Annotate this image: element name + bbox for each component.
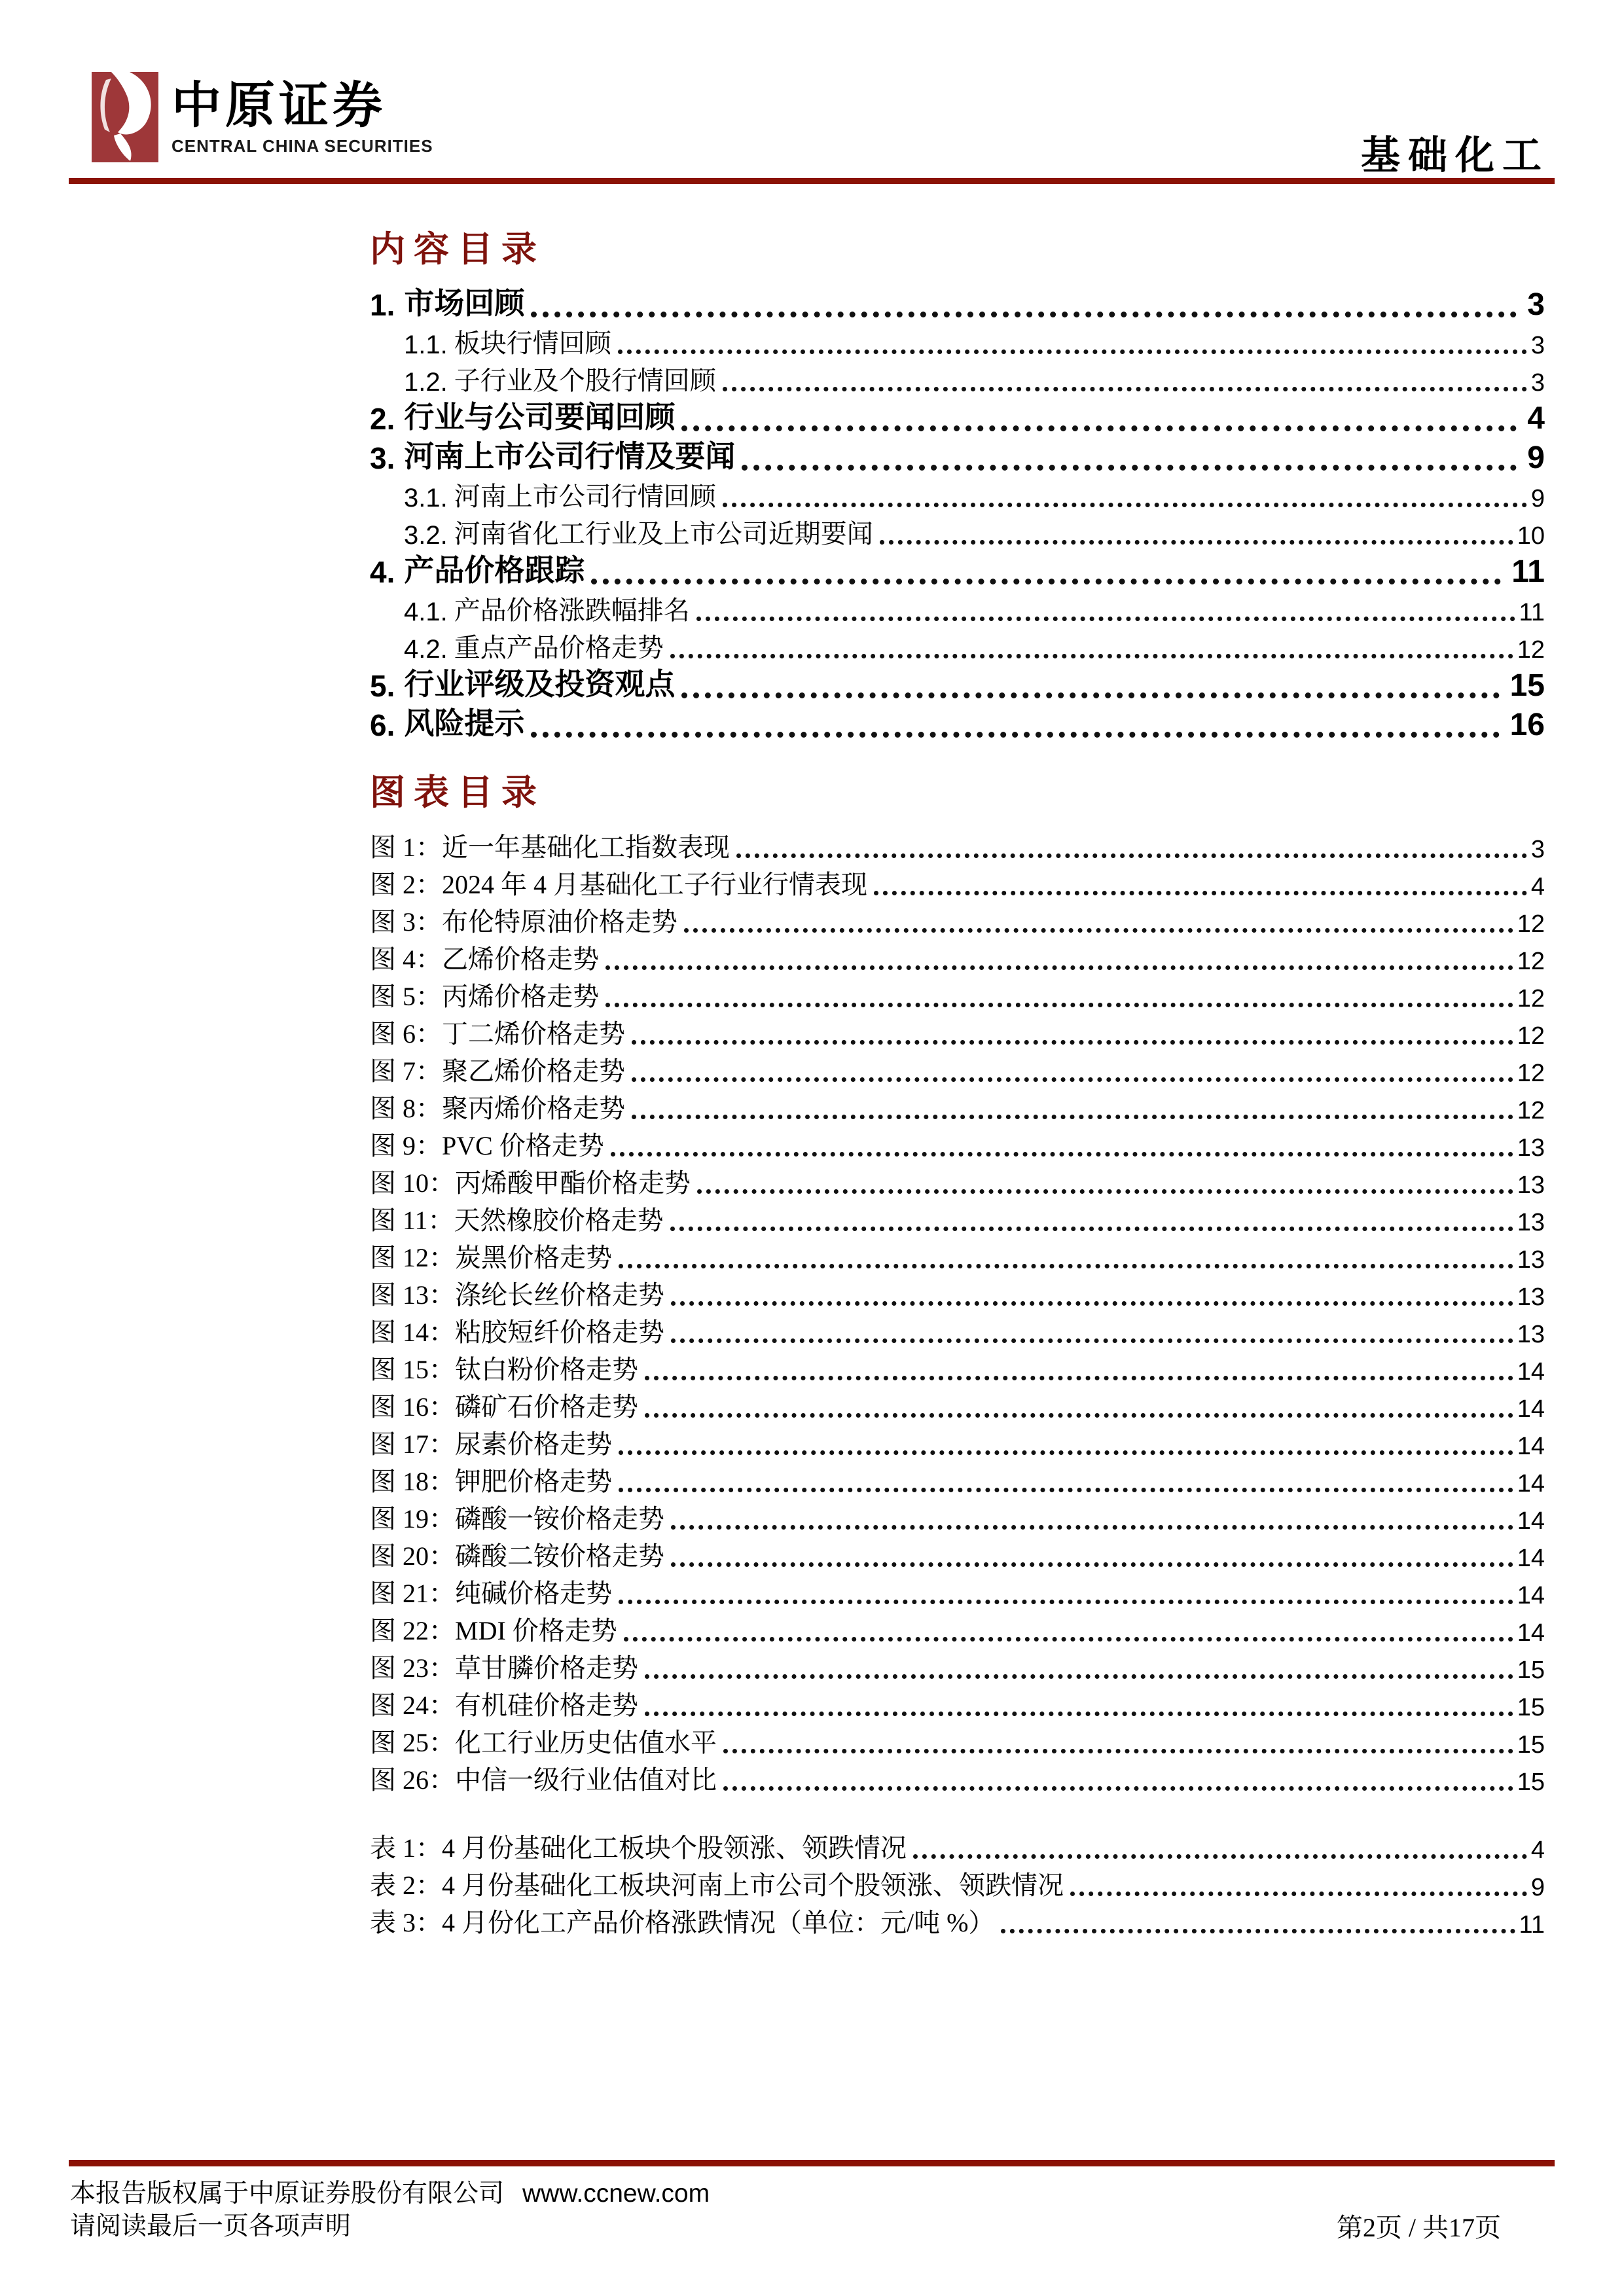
figure-row bbox=[370, 1722, 1545, 1759]
figure-entry-label: 图 26：中信一级行业估值对比 bbox=[370, 1765, 717, 1795]
leader-dots bbox=[611, 1152, 1513, 1157]
figure-entry-page: 12 bbox=[1517, 984, 1545, 1013]
footer-divider bbox=[69, 2160, 1555, 2166]
leader-dots bbox=[913, 1854, 1527, 1859]
leader-dots bbox=[723, 1786, 1513, 1791]
figure-entry-page: 14 bbox=[1517, 1395, 1545, 1423]
logo-company-name-en: CENTRAL CHINA SECURITIES bbox=[171, 136, 433, 156]
figure-entry-page: 14 bbox=[1517, 1432, 1545, 1460]
toc-entry-label: 板块行情回顾 bbox=[454, 328, 611, 358]
toc-entry-page: 4 bbox=[1527, 401, 1545, 436]
toc-row bbox=[370, 664, 1545, 704]
logo-mark-icon bbox=[92, 72, 158, 162]
figures-title: 图表目录 bbox=[370, 773, 545, 812]
figures-tables-gap bbox=[370, 1797, 1545, 1827]
toc-entry-number: 5. bbox=[370, 668, 395, 703]
toc-entry-label: 行业评级及投资观点 bbox=[404, 667, 676, 701]
figure-row bbox=[370, 1424, 1545, 1461]
figure-entry-label: 图 9：PVC 价格走势 bbox=[370, 1130, 604, 1160]
figure-entry-label: 图 18：钾肥价格走势 bbox=[370, 1466, 612, 1496]
figure-entry-page: 13 bbox=[1517, 1320, 1545, 1348]
leader-dots bbox=[619, 1488, 1513, 1492]
figure-row bbox=[370, 939, 1545, 976]
leader-dots bbox=[605, 1003, 1513, 1007]
figure-row bbox=[370, 1461, 1545, 1498]
figure-entry-label: 表 3：4 月份化工产品价格涨跌情况（单位：元/吨 %） bbox=[370, 1907, 995, 1937]
figure-row bbox=[370, 1902, 1545, 1939]
figure-entry-page: 4 bbox=[1530, 872, 1545, 901]
figure-row bbox=[370, 827, 1545, 864]
figure-entry-page: 11 bbox=[1519, 1910, 1545, 1939]
toc-entry-label: 产品价格跟踪 bbox=[404, 553, 585, 587]
figure-entry-label: 图 4：乙烯价格走势 bbox=[370, 944, 599, 974]
leader-dots bbox=[671, 1338, 1513, 1343]
toc-row bbox=[370, 704, 1545, 743]
toc-entry-page: 9 bbox=[1527, 440, 1545, 475]
figure-entry-page: 12 bbox=[1517, 947, 1545, 975]
toc-entry-page: 11 bbox=[1519, 598, 1545, 626]
figure-entry-label: 图 16：磷矿石价格走势 bbox=[370, 1391, 638, 1422]
logo-text bbox=[171, 72, 433, 156]
toc-row bbox=[370, 283, 1545, 323]
figure-row bbox=[370, 1125, 1545, 1162]
figure-row bbox=[370, 976, 1545, 1013]
leader-dots bbox=[723, 387, 1527, 391]
leader-dots bbox=[632, 1077, 1513, 1082]
toc-entry-number: 2. bbox=[370, 401, 395, 436]
toc-entry-number: 1. bbox=[370, 287, 395, 322]
figure-entry-page: 13 bbox=[1517, 1246, 1545, 1274]
toc-entry-label: 风险提示 bbox=[404, 706, 525, 740]
figure-entry-label: 图 19：磷酸一铵价格走势 bbox=[370, 1503, 664, 1534]
toc-row bbox=[370, 627, 1545, 664]
figure-entry-label: 图 3：布伦特原油价格走势 bbox=[370, 906, 677, 937]
footer-copyright-line bbox=[70, 2173, 710, 2210]
toc-entry-label: 河南省化工行业及上市公司近期要闻 bbox=[454, 518, 873, 548]
figure-entry-label: 图 8：聚丙烯价格走势 bbox=[370, 1093, 625, 1123]
leader-dots bbox=[619, 1264, 1513, 1268]
figure-entry-page: 12 bbox=[1517, 1022, 1545, 1050]
leader-dots bbox=[632, 1115, 1513, 1119]
figure-entry-label: 图 24：有机硅价格走势 bbox=[370, 1690, 638, 1720]
toc-row bbox=[370, 513, 1545, 550]
leader-dots bbox=[531, 312, 1517, 317]
toc-entry-page: 16 bbox=[1509, 707, 1545, 742]
toc-entry-page: 3 bbox=[1530, 368, 1545, 397]
toc-row bbox=[370, 323, 1545, 360]
leader-dots bbox=[591, 579, 1501, 584]
figure-entry-label: 图 6：丁二烯价格走势 bbox=[370, 1018, 625, 1049]
figure-entry-label: 图 7：聚乙烯价格走势 bbox=[370, 1056, 625, 1086]
leader-dots bbox=[874, 891, 1527, 895]
footer-page-indicator: 第2页 / 共17页 bbox=[1336, 2213, 1501, 2242]
company-logo bbox=[92, 72, 433, 162]
leader-dots bbox=[671, 1562, 1513, 1567]
toc-entry-number: 4.1. bbox=[404, 597, 448, 626]
leader-dots bbox=[645, 1712, 1513, 1716]
toc-row bbox=[370, 437, 1545, 476]
table-list bbox=[370, 1827, 1545, 1939]
figure-row bbox=[370, 1200, 1545, 1237]
figure-entry-label: 图 12：炭黑价格走势 bbox=[370, 1242, 612, 1272]
leader-dots bbox=[880, 540, 1513, 545]
figure-entry-page: 13 bbox=[1517, 1208, 1545, 1236]
leader-dots bbox=[670, 1227, 1513, 1231]
figure-row bbox=[370, 1647, 1545, 1685]
figure-entry-page: 15 bbox=[1517, 1768, 1545, 1796]
figure-entry-label: 图 2：2024 年 4 月基础化工子行业行情表现 bbox=[370, 869, 867, 899]
toc-entry-number: 1.1. bbox=[404, 330, 448, 359]
figure-entry-page: 14 bbox=[1517, 1544, 1545, 1572]
figure-row bbox=[370, 901, 1545, 939]
leader-dots bbox=[742, 465, 1517, 471]
figure-entry-page: 13 bbox=[1517, 1283, 1545, 1311]
leader-dots bbox=[619, 1600, 1513, 1604]
contents-list bbox=[370, 283, 1545, 743]
figure-entry-label: 图 10：丙烯酸甲酯价格走势 bbox=[370, 1168, 691, 1198]
leader-dots bbox=[531, 732, 1499, 738]
figure-row bbox=[370, 1050, 1545, 1088]
toc-entry-number: 6. bbox=[370, 708, 395, 742]
figure-entry-page: 12 bbox=[1517, 1059, 1545, 1087]
figure-entry-label: 图 5：丙烯价格走势 bbox=[370, 981, 599, 1011]
figure-entry-label: 图 1：近一年基础化工指数表现 bbox=[370, 832, 730, 862]
toc-entry-number: 3. bbox=[370, 440, 395, 475]
toc-entry-page: 9 bbox=[1530, 484, 1545, 512]
figure-row bbox=[370, 1610, 1545, 1647]
figure-row bbox=[370, 1349, 1545, 1386]
leader-dots bbox=[723, 1749, 1513, 1753]
figure-entry-page: 4 bbox=[1530, 1836, 1545, 1864]
leader-dots bbox=[1001, 1929, 1515, 1933]
leader-dots bbox=[671, 1301, 1513, 1306]
figure-entry-page: 14 bbox=[1517, 1469, 1545, 1498]
toc-entry-label: 河南上市公司行情及要闻 bbox=[404, 439, 736, 473]
figure-entry-page: 15 bbox=[1517, 1656, 1545, 1684]
toc-entry-label: 市场回顾 bbox=[404, 286, 525, 320]
figure-entry-page: 9 bbox=[1530, 1873, 1545, 1901]
figure-entry-label: 图 25：化工行业历史估值水平 bbox=[370, 1727, 717, 1757]
figure-row bbox=[370, 1312, 1545, 1349]
toc-entry-page: 11 bbox=[1511, 554, 1545, 589]
figure-row bbox=[370, 1685, 1545, 1722]
leader-dots bbox=[681, 692, 1499, 698]
figure-row bbox=[370, 1573, 1545, 1610]
toc-row bbox=[370, 550, 1545, 590]
leader-dots bbox=[624, 1637, 1513, 1641]
figure-row bbox=[370, 1535, 1545, 1573]
figure-row bbox=[370, 1386, 1545, 1424]
toc-entry-page: 3 bbox=[1527, 287, 1545, 322]
toc-entry-label: 子行业及个股行情回顾 bbox=[454, 365, 716, 395]
figure-row bbox=[370, 1759, 1545, 1797]
figure-entry-page: 14 bbox=[1517, 1507, 1545, 1535]
contents-title: 内容目录 bbox=[370, 230, 545, 269]
figure-entry-label: 图 21：纯碱价格走势 bbox=[370, 1578, 612, 1608]
figure-row bbox=[370, 1274, 1545, 1312]
leader-dots bbox=[723, 503, 1527, 507]
leader-dots bbox=[736, 853, 1527, 858]
figure-entry-page: 12 bbox=[1517, 910, 1545, 938]
toc-entry-number: 3.1. bbox=[404, 483, 448, 512]
figure-entry-page: 14 bbox=[1517, 1581, 1545, 1609]
figure-entry-label: 表 1：4 月份基础化工板块个股领涨、领跌情况 bbox=[370, 1833, 907, 1863]
leader-dots bbox=[605, 965, 1513, 970]
toc-entry-number: 1.2. bbox=[404, 367, 448, 397]
figure-row bbox=[370, 1088, 1545, 1125]
toc-entry-number: 4. bbox=[370, 554, 395, 589]
leader-dots bbox=[645, 1413, 1513, 1418]
contents-section bbox=[370, 231, 1545, 743]
toc-entry-label: 行业与公司要闻回顾 bbox=[404, 400, 676, 434]
toc-entry-page: 3 bbox=[1530, 331, 1545, 359]
figure-row bbox=[370, 864, 1545, 901]
figure-row bbox=[370, 1865, 1545, 1902]
figure-entry-page: 15 bbox=[1517, 1693, 1545, 1721]
figure-row bbox=[370, 1237, 1545, 1274]
leader-dots bbox=[697, 1189, 1513, 1194]
footer-copyright: 本报告版权属于中原证券股份有限公司 bbox=[70, 2179, 505, 2208]
figure-entry-page: 3 bbox=[1530, 835, 1545, 863]
toc-entry-page: 15 bbox=[1509, 668, 1545, 703]
figure-entry-label: 图 14：粘胶短纤价格走势 bbox=[370, 1317, 664, 1347]
toc-row bbox=[370, 590, 1545, 627]
figure-row bbox=[370, 1498, 1545, 1535]
figure-entry-label: 表 2：4 月份基础化工板块河南上市公司个股领涨、领跌情况 bbox=[370, 1870, 1064, 1900]
leader-dots bbox=[670, 654, 1513, 658]
toc-entry-page: 12 bbox=[1517, 636, 1545, 664]
toc-entry-page: 10 bbox=[1517, 522, 1545, 550]
figure-row bbox=[370, 1162, 1545, 1200]
leader-dots bbox=[1070, 1892, 1527, 1896]
leader-dots bbox=[684, 928, 1513, 933]
toc-entry-number: 4.2. bbox=[404, 634, 448, 664]
figure-entry-label: 图 15：钛白粉价格走势 bbox=[370, 1354, 638, 1384]
figure-entry-label: 图 11：天然橡胶价格走势 bbox=[370, 1205, 664, 1235]
leader-dots bbox=[696, 617, 1515, 621]
figure-entry-label: 图 22：MDI 价格走势 bbox=[370, 1615, 617, 1645]
figure-entry-label: 图 17：尿素价格走势 bbox=[370, 1429, 612, 1459]
figure-row bbox=[370, 1013, 1545, 1050]
footer-url: www.ccnew.com bbox=[522, 2179, 710, 2208]
figure-list bbox=[370, 827, 1545, 1797]
leader-dots bbox=[681, 425, 1517, 431]
leader-dots bbox=[618, 350, 1527, 354]
leader-dots bbox=[632, 1040, 1513, 1045]
figure-entry-label: 图 20：磷酸二铵价格走势 bbox=[370, 1541, 664, 1571]
figure-entry-page: 15 bbox=[1517, 1731, 1545, 1759]
leader-dots bbox=[671, 1525, 1513, 1530]
figure-entry-page: 12 bbox=[1517, 1096, 1545, 1124]
leader-dots bbox=[645, 1376, 1513, 1380]
figure-entry-label: 图 13：涤纶长丝价格走势 bbox=[370, 1280, 664, 1310]
toc-entry-label: 产品价格涨跌幅排名 bbox=[454, 595, 690, 625]
header-divider bbox=[69, 178, 1555, 184]
toc-entry-number: 3.2. bbox=[404, 520, 448, 550]
figures-section bbox=[370, 774, 1545, 1939]
footer-disclaimer: 请阅读最后一页各项声明 bbox=[70, 2212, 352, 2240]
toc-entry-label: 河南上市公司行情回顾 bbox=[454, 481, 716, 511]
figure-entry-page: 14 bbox=[1517, 1619, 1545, 1647]
figure-entry-page: 13 bbox=[1517, 1171, 1545, 1199]
industry-label: 基础化工 bbox=[1361, 134, 1549, 177]
toc-row bbox=[370, 476, 1545, 513]
toc-row bbox=[370, 397, 1545, 437]
figure-entry-page: 14 bbox=[1517, 1357, 1545, 1386]
toc-row bbox=[370, 360, 1545, 397]
figure-entry-page: 13 bbox=[1517, 1134, 1545, 1162]
leader-dots bbox=[619, 1450, 1513, 1455]
figure-row bbox=[370, 1827, 1545, 1865]
logo-company-name: 中原证券 bbox=[171, 79, 386, 134]
figure-entry-label: 图 23：草甘膦价格走势 bbox=[370, 1653, 638, 1683]
leader-dots bbox=[645, 1674, 1513, 1679]
toc-entry-label: 重点产品价格走势 bbox=[454, 632, 664, 662]
